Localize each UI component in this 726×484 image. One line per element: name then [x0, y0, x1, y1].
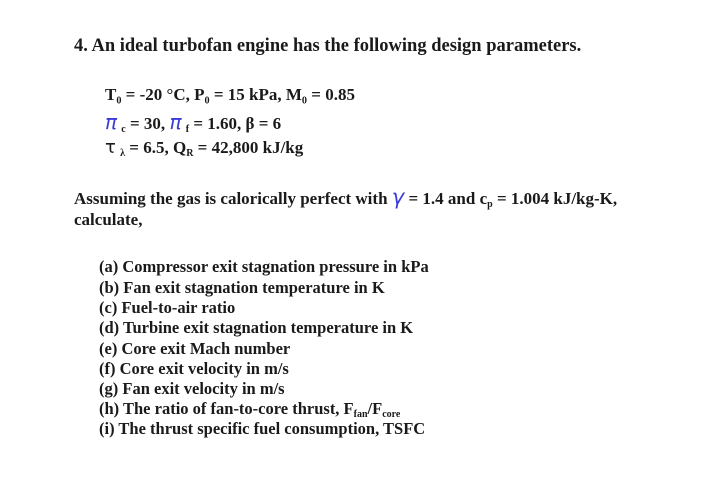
parameter-row-pressure-ratios — [105, 110, 282, 135]
pi-c-value: = 30, — [125, 114, 170, 133]
parameter-row-ambient — [105, 86, 355, 103]
question-item-c: (c) Fuel-to-air ratio — [99, 298, 236, 317]
question-item-e: (e) Core exit Mach number — [99, 339, 291, 358]
tau-lambda-value: = 6.5, Q — [125, 138, 187, 157]
item-h-slash: /F — [367, 399, 383, 418]
assumption-text: Assuming the gas is calorically perfect with — [74, 189, 392, 208]
heating-value: = 42,800 kJ/kg — [193, 138, 304, 157]
item-h-text: (h) The ratio of fan-to-core thrust, F — [99, 399, 354, 418]
tau-symbol: τ — [105, 137, 116, 158]
gamma-symbol: γ — [391, 185, 405, 209]
pi-symbol: π — [105, 110, 118, 134]
question-item-f: (f) Core exit velocity in m/s — [99, 359, 289, 378]
question-item-h — [99, 401, 400, 418]
assumption-line-2: calculate, — [74, 210, 143, 229]
assumption-line-1 — [74, 187, 617, 208]
question-item-i: (i) The thrust specific fuel consumption, TSFC — [99, 419, 426, 438]
pi-f-subscript: f — [185, 124, 190, 135]
qr-subscript: R — [186, 148, 194, 159]
problem-title: 4. An ideal turbofan engine has the following design parameters. — [74, 36, 582, 56]
parameter-row-heat — [105, 139, 303, 157]
cp-subscript: p — [487, 199, 493, 210]
pi-symbol: π — [169, 110, 182, 134]
question-item-a: (a) Compressor exit stagnation pressure in kPa — [99, 257, 429, 276]
tau-lambda-subscript: λ — [120, 148, 126, 159]
pi-f-bypass-value: = 1.60, β = 6 — [189, 114, 282, 133]
fan-subscript: fan — [353, 409, 368, 420]
question-item-b: (b) Fan exit stagnation temperature in K — [99, 278, 385, 297]
core-subscript: core — [382, 409, 401, 420]
pi-c-subscript: c — [121, 124, 126, 135]
ambient-conditions: T₀ = -20 °C, P₀ = 15 kPa, M₀ = 0.85 — [105, 85, 355, 104]
question-item-d: (d) Turbine exit stagnation temperature in K — [99, 318, 414, 337]
cp-value: = 1.004 kJ/kg-K, — [492, 189, 618, 208]
question-item-g: (g) Fan exit velocity in m/s — [99, 379, 285, 398]
gamma-value: = 1.4 and c — [404, 189, 488, 208]
